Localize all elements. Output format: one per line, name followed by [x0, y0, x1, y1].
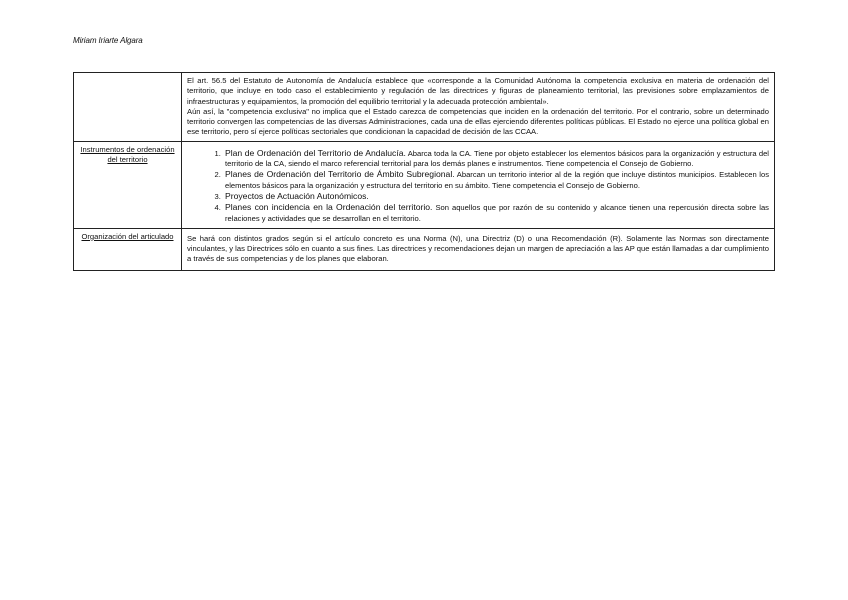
author-header: Miriam Iriarte Algara [73, 36, 143, 45]
row-label: Organización del articulado [74, 228, 182, 270]
list-item: 2. Planes de Ordenación del Territorio de Ámbito Subregional. Abarcan un territorio interior al de la región que incluye distintos municipios. Establecen los elementos básicos para la organización y estructura del territorio en su ámbito. Tiene competencia el Consejo de Gobierno. [223, 169, 769, 191]
row-content [182, 73, 775, 142]
table-row [74, 228, 775, 270]
row-label: Instrumentos de ordenación del territorio [74, 141, 182, 228]
table-row [74, 141, 775, 228]
row-content [182, 228, 775, 270]
instruments-list [187, 148, 769, 224]
list-item: 4. Planes con incidencia en la Ordenación del territorio. Son aquellos que por razón de su contenido y alcance tienen una repercusión directa sobre las relaciones y actividades que se desarrollan en el territorio. [223, 202, 769, 224]
row-content [182, 141, 775, 228]
row-label [74, 73, 182, 142]
table-row [74, 73, 775, 142]
paragraph: Aún así, la "competencia exclusiva" no implica que el Estado carezca de competencias que inciden en la ordenación del territorio. Por el contrario, sobre un determinado territorio convergen las competencias de las diversas Administraciones, cada una de ellas ejerciendo diferentes políticas públicas. El Estado no ejerce una política global en ese territorio, pero sí ejerce políticas sectoriales que condicionan la capacidad de decisión de las CCAA. [187, 106, 769, 137]
list-item: 1. Plan de Ordenación del Territorio de Andalucía. Abarca toda la CA. Tiene por objeto establecer los elementos básicos para la organización y estructura del territorio de la CA, siendo el marco referencial territorial para los demás planes e instrumentos. Tiene competencia el Consejo de Gobierno. [223, 148, 769, 170]
list-item: 3. Proyectos de Actuación Autonómicos. [223, 191, 769, 202]
content-table [73, 72, 775, 271]
paragraph: Se hará con distintos grados según si el artículo concreto es una Norma (N), una Directriz (D) o una Recomendación (R). Solamente las Normas son directamente vinculantes, y las Directrices sólo en cuanto a sus fines. Las directrices y recomendaciones dejan un margen de apreciación a las AP que están llamadas a dar cumplimiento a través de sus competencias y de los planes que elaboran. [187, 233, 769, 264]
paragraph: El art. 56.5 del Estatuto de Autonomía de Andalucía establece que «corresponde a la Comunidad Autónoma la competencia exclusiva en materia de ordenación del territorio, que incluye en todo caso el establecimiento y regulación de las directrices y figuras de planeamiento territorial, las previsiones sobre emplazamientos de infraestructuras y equipamientos, la promoción del equilibrio territorial y la adecuada protección ambiental». [187, 76, 769, 106]
